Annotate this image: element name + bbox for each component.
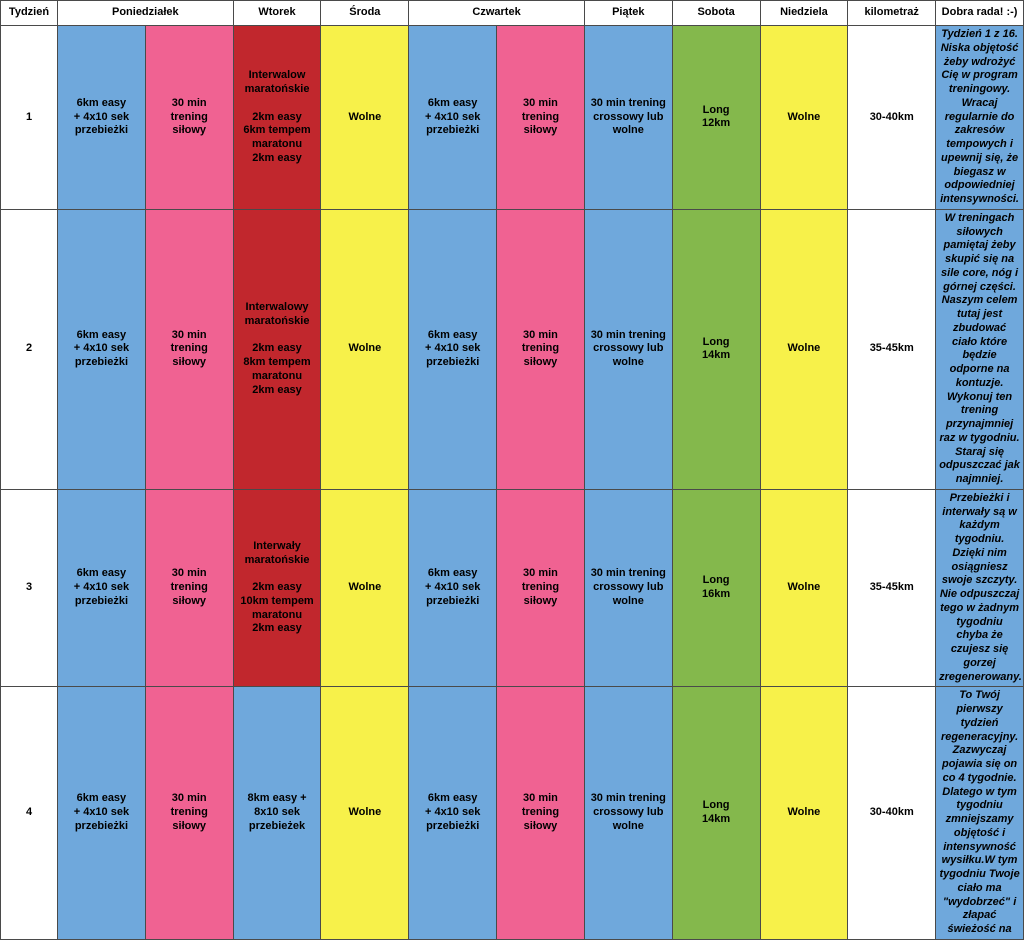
header-tuesday: Wtorek	[233, 1, 321, 26]
cell-thursday-run: 6km easy + 4x10 sek przebieżki	[409, 687, 497, 940]
cell-tuesday-workout: 8km easy + 8x10 sek przebieżek	[233, 687, 321, 940]
cell-kilometers: 30-40km	[848, 687, 936, 940]
cell-advice: Przebieżki i interwały są w każdym tygodniu. Dzięki nim osiągniesz swoje szczyty. Nie odpuszczaj tego w żadnym tygodniu chyba że czujesz się gorzej zregenerowany.	[936, 489, 1024, 687]
cell-sunday-rest: Wolne	[760, 687, 848, 940]
cell-thursday-run: 6km easy + 4x10 sek przebieżki	[409, 209, 497, 489]
cell-monday-strength: 30 min trening siłowy	[145, 489, 233, 687]
cell-advice: W treningach siłowych pamiętaj żeby skupić się na sile core, nóg i górnej części. Naszym celem tutaj jest zbudować ciało które będzie odporne na kontuzje. Wykonuj ten trening przynajmniej raz w tygodniu. Staraj się odpuszczać jak najmniej.	[936, 209, 1024, 489]
cell-saturday-long: Long 12km	[672, 26, 760, 210]
cell-advice: Tydzień 1 z 16. Niska objętość żeby wdrożyć Cię w program treningowy. Wracaj regularnie do zakresów tempowych i upewnij się, że biegasz w odpowiedniej intensywności.	[936, 26, 1024, 210]
cell-week-number: 3	[1, 489, 58, 687]
cell-wednesday-rest: Wolne	[321, 489, 409, 687]
header-kilometers: kilometraż	[848, 1, 936, 26]
header-week: Tydzień	[1, 1, 58, 26]
table-row	[1, 687, 1024, 940]
table-row	[1, 489, 1024, 687]
header-saturday: Sobota	[672, 1, 760, 26]
cell-monday-run: 6km easy + 4x10 sek przebieżki	[58, 489, 146, 687]
cell-sunday-rest: Wolne	[760, 26, 848, 210]
header-advice: Dobra rada! :-)	[936, 1, 1024, 26]
cell-saturday-long: Long 14km	[672, 687, 760, 940]
table-row	[1, 209, 1024, 489]
cell-friday-cross: 30 min trening crossowy lub wolne	[584, 489, 672, 687]
cell-friday-cross: 30 min trening crossowy lub wolne	[584, 26, 672, 210]
cell-kilometers: 35-45km	[848, 209, 936, 489]
table-body	[1, 26, 1024, 940]
cell-monday-strength: 30 min trening siłowy	[145, 209, 233, 489]
cell-tuesday-workout: Interwalow maratońskie 2km easy 6km tempem maratonu 2km easy	[233, 26, 321, 210]
cell-kilometers: 35-45km	[848, 489, 936, 687]
cell-thursday-strength: 30 min trening siłowy	[497, 687, 585, 940]
cell-week-number: 1	[1, 26, 58, 210]
cell-monday-run: 6km easy + 4x10 sek przebieżki	[58, 687, 146, 940]
cell-monday-run: 6km easy + 4x10 sek przebieżki	[58, 26, 146, 210]
cell-friday-cross: 30 min trening crossowy lub wolne	[584, 687, 672, 940]
header-monday: Poniedziałek	[58, 1, 234, 26]
cell-monday-strength: 30 min trening siłowy	[145, 26, 233, 210]
cell-thursday-strength: 30 min trening siłowy	[497, 489, 585, 687]
cell-tuesday-workout: Interwalowy maratońskie 2km easy 8km tempem maratonu 2km easy	[233, 209, 321, 489]
header-friday: Piątek	[584, 1, 672, 26]
cell-monday-run: 6km easy + 4x10 sek przebieżki	[58, 209, 146, 489]
cell-kilometers: 30-40km	[848, 26, 936, 210]
cell-wednesday-rest: Wolne	[321, 209, 409, 489]
cell-saturday-long: Long 14km	[672, 209, 760, 489]
cell-thursday-run: 6km easy + 4x10 sek przebieżki	[409, 489, 497, 687]
cell-advice: To Twój pierwszy tydzień regeneracyjny. Zazwyczaj pojawia się on co 4 tygodnie. Dlatego w tym tygodniu zmniejszamy objętość i intensywność wysiłku.W tym tygodniu Twoje ciało ma "wydobrzeć" i złapać świeżość na	[936, 687, 1024, 940]
cell-monday-strength: 30 min trening siłowy	[145, 687, 233, 940]
table-row	[1, 26, 1024, 210]
cell-tuesday-workout: Interwały maratońskie 2km easy 10km tempem maratonu 2km easy	[233, 489, 321, 687]
header-sunday: Niedziela	[760, 1, 848, 26]
cell-sunday-rest: Wolne	[760, 489, 848, 687]
cell-friday-cross: 30 min trening crossowy lub wolne	[584, 209, 672, 489]
table-header	[1, 1, 1024, 26]
header-wednesday: Środa	[321, 1, 409, 26]
header-row	[1, 1, 1024, 26]
cell-wednesday-rest: Wolne	[321, 26, 409, 210]
cell-wednesday-rest: Wolne	[321, 687, 409, 940]
cell-saturday-long: Long 16km	[672, 489, 760, 687]
cell-week-number: 4	[1, 687, 58, 940]
cell-week-number: 2	[1, 209, 58, 489]
header-thursday: Czwartek	[409, 1, 585, 26]
cell-thursday-strength: 30 min trening siłowy	[497, 26, 585, 210]
cell-thursday-strength: 30 min trening siłowy	[497, 209, 585, 489]
cell-sunday-rest: Wolne	[760, 209, 848, 489]
cell-thursday-run: 6km easy + 4x10 sek przebieżki	[409, 26, 497, 210]
